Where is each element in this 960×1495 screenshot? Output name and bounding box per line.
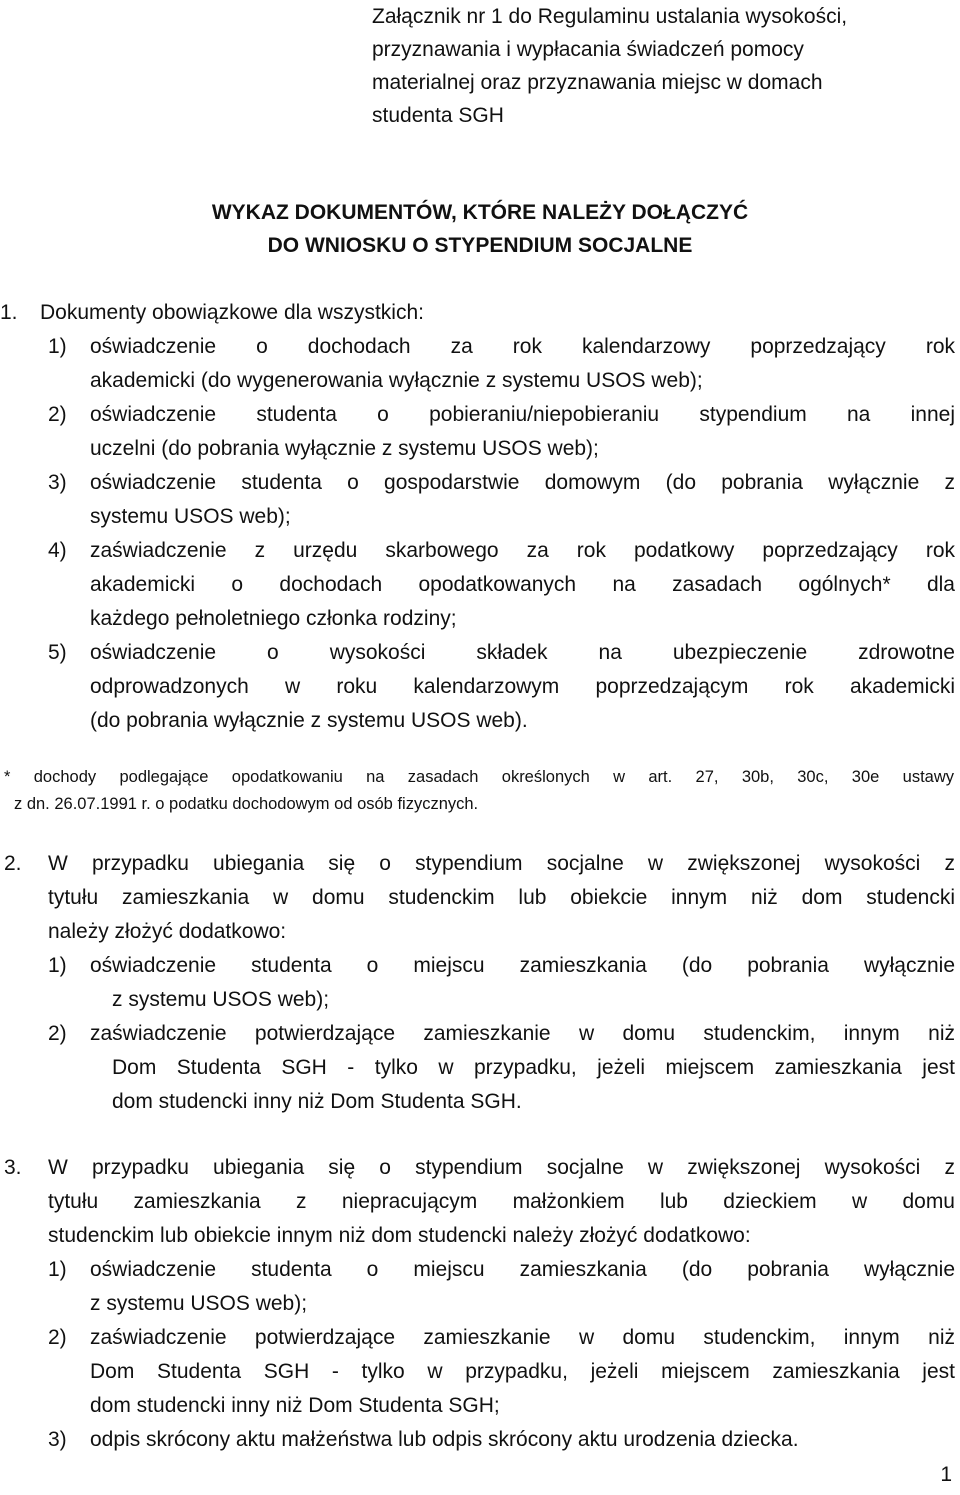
item-number: 1) bbox=[48, 954, 67, 977]
header-line: przyznawania i wypłacania świadczeń pomocy bbox=[372, 38, 804, 61]
section-intro: studenckim lub obiekcie innym niż dom studencki należy złożyć dodatkowo: bbox=[48, 1224, 751, 1247]
item-text: Dom Studenta SGH - tylko w przypadku, jeżeli miejscem zamieszkania jest bbox=[90, 1360, 955, 1383]
section-number: 2. bbox=[4, 852, 22, 875]
item-text: zaświadczenie z urzędu skarbowego za rok podatkowy poprzedzający rok bbox=[90, 539, 955, 562]
item-number: 1) bbox=[48, 1258, 67, 1281]
item-text: oświadczenie o dochodach za rok kalendarzowy poprzedzający rok bbox=[90, 335, 955, 358]
section-intro: tytułu zamieszkania w domu studenckim lub obiekcie innym niż dom studencki bbox=[48, 886, 955, 909]
item-text: (do pobrania wyłącznie z systemu USOS web). bbox=[90, 709, 528, 732]
item-text: dom studencki inny niż Dom Studenta SGH. bbox=[112, 1090, 522, 1113]
item-number: 3) bbox=[48, 471, 67, 494]
document-title bbox=[0, 196, 960, 262]
item-text: z systemu USOS web); bbox=[112, 988, 330, 1011]
attachment-header bbox=[372, 0, 952, 132]
item-text: z systemu USOS web); bbox=[90, 1292, 308, 1315]
section-intro: tytułu zamieszkania z niepracującym małżonkiem lub dzieckiem w domu bbox=[48, 1190, 955, 1213]
section-number: 3. bbox=[4, 1156, 22, 1179]
footnote-line-2: z dn. 26.07.1991 r. o podatku dochodowym od osób fizycznych. bbox=[14, 795, 479, 813]
item-text: systemu USOS web); bbox=[90, 505, 291, 528]
item-number: 2) bbox=[48, 403, 67, 426]
section-intro: należy złożyć dodatkowo: bbox=[48, 920, 287, 943]
item-text: oświadczenie studenta o miejscu zamieszkania (do pobrania wyłącznie bbox=[90, 954, 955, 977]
item-number: 2) bbox=[48, 1022, 67, 1045]
item-number: 2) bbox=[48, 1326, 67, 1349]
item-text: uczelni (do pobrania wyłącznie z systemu USOS web); bbox=[90, 437, 599, 460]
item-text: odpis skrócony aktu małżeństwa lub odpis skrócony aktu urodzenia dziecka. bbox=[90, 1428, 799, 1451]
item-text: każdego pełnoletniego członka rodziny; bbox=[90, 607, 457, 630]
header-line: materialnej oraz przyznawania miejsc w domach bbox=[372, 71, 823, 94]
title-line-1: WYKAZ DOKUMENTÓW, KTÓRE NALEŻY DOŁĄCZYĆ bbox=[211, 201, 749, 224]
footnote-line-1: * dochody podlegające opodatkowaniu na zasadach określonych w art. 27, 30b, 30c, 30e ustawy bbox=[4, 768, 954, 786]
item-number: 5) bbox=[48, 641, 67, 664]
item-text: oświadczenie o wysokości składek na ubezpieczenie zdrowotne bbox=[90, 641, 955, 664]
item-text: zaświadczenie potwierdzające zamieszkanie w domu studenckim, innym niż bbox=[90, 1326, 955, 1349]
section-intro: W przypadku ubiegania się o stypendium socjalne w zwiększonej wysokości z bbox=[48, 1156, 955, 1179]
page-number: 1 bbox=[940, 1463, 952, 1486]
item-text: oświadczenie studenta o pobieraniu/niepobieraniu stypendium na innej bbox=[90, 403, 955, 426]
section-heading: Dokumenty obowiązkowe dla wszystkich: bbox=[40, 301, 424, 324]
section-number: 1. bbox=[0, 301, 18, 324]
item-number: 1) bbox=[48, 335, 67, 358]
header-line: Załącznik nr 1 do Regulaminu ustalania wysokości, bbox=[372, 5, 848, 28]
item-text: oświadczenie studenta o gospodarstwie domowym (do pobrania wyłącznie z bbox=[90, 471, 955, 494]
item-text: odprowadzonych w roku kalendarzowym poprzedzającym rok akademicki bbox=[90, 675, 955, 698]
item-text: akademicki o dochodach opodatkowanych na zasadach ogólnych* dla bbox=[90, 573, 955, 596]
item-number: 3) bbox=[48, 1428, 67, 1451]
item-text: oświadczenie studenta o miejscu zamieszkania (do pobrania wyłącznie bbox=[90, 1258, 955, 1281]
item-text: zaświadczenie potwierdzające zamieszkanie w domu studenckim, innym niż bbox=[90, 1022, 955, 1045]
header-line: studenta SGH bbox=[372, 104, 504, 127]
item-text: akademicki (do wygenerowania wyłącznie z systemu USOS web); bbox=[90, 369, 703, 392]
title-line-2: DO WNIOSKU O STYPENDIUM SOCJALNE bbox=[267, 234, 693, 257]
section-intro: W przypadku ubiegania się o stypendium socjalne w zwiększonej wysokości z bbox=[48, 852, 955, 875]
item-text: Dom Studenta SGH - tylko w przypadku, jeżeli miejscem zamieszkania jest bbox=[112, 1056, 955, 1079]
item-number: 4) bbox=[48, 539, 67, 562]
item-text: dom studencki inny niż Dom Studenta SGH; bbox=[90, 1394, 500, 1417]
